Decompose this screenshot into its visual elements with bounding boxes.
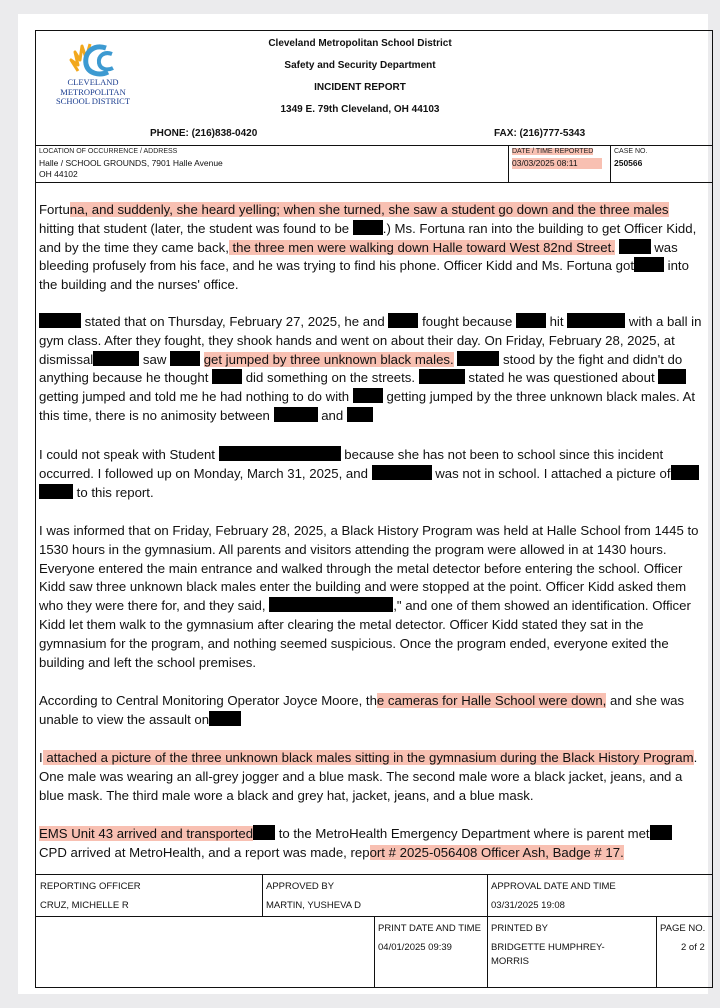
narrative-line <box>39 616 709 635</box>
narrative-text: did something on the streets. <box>242 370 419 386</box>
redaction-block <box>353 388 383 403</box>
narrative-line <box>39 711 709 730</box>
divider <box>487 874 488 988</box>
redaction-block <box>274 407 318 422</box>
redaction-block <box>269 597 393 612</box>
divider <box>508 145 509 182</box>
redaction-block <box>457 351 499 366</box>
narrative-text: gym class. After they fought, they shook hands and went on about their day. On Friday, February 28, 2025, at <box>39 332 675 348</box>
redaction-block <box>347 407 373 422</box>
narrative-text: occurred. I followed up on Monday, March 31, 2025, and <box>39 465 372 481</box>
narrative-text: and <box>317 407 347 423</box>
narrative-line <box>39 351 709 370</box>
org-name: Cleveland Metropolitan School District <box>268 38 452 49</box>
narrative-text: was not in school. I attached a picture of <box>431 465 671 481</box>
narrative-text: gymnasium for the program, and nothing seemed suspicious. Once the program ended, everyone exited the <box>39 635 669 651</box>
logo-text-line3: SCHOOL DISTRICT <box>55 96 131 106</box>
redaction-block <box>209 711 241 726</box>
narrative-text: I <box>39 750 43 765</box>
narrative-line <box>39 522 709 541</box>
narrative-text: dismissal <box>39 351 94 367</box>
redaction-block <box>388 313 418 328</box>
narrative-line <box>39 768 709 787</box>
redaction-block <box>170 351 200 366</box>
page-number-label: PAGE NO. <box>660 923 706 934</box>
redaction-block <box>650 825 672 840</box>
narrative-paragraph <box>39 749 709 805</box>
narrative-text: I could not speak with Student <box>39 447 219 462</box>
narrative-text: hit <box>545 314 568 329</box>
narrative-line <box>39 332 709 351</box>
narrative-text: was <box>650 239 678 255</box>
reporting-officer: CRUZ, MICHELLE R <box>40 900 129 911</box>
narrative-text: to this report. <box>73 484 154 500</box>
highlighted-text: na, and suddenly, she heard yelling; when she turned, she saw a student go down and the three males <box>69 202 669 217</box>
narrative-text: because she has not been to school since this incident <box>340 447 664 462</box>
print-date: 04/01/2025 09:39 <box>378 942 452 953</box>
narrative-text: Everyone entered the main entrance and walked through the metal detector before entering the school. Officer <box>39 560 683 576</box>
highlighted-text: get jumped by three unknown black males. <box>203 351 454 367</box>
narrative-line <box>39 787 709 806</box>
narrative-paragraph <box>39 692 709 730</box>
narrative-line <box>39 692 709 711</box>
narrative-text: getting jumped and told me he had nothing to do with <box>39 389 353 405</box>
narrative-line <box>39 654 709 673</box>
narrative-text: fought because <box>418 314 516 329</box>
narrative-text: 1530 hours in the gymnasium. All parents and visitors attending the program were allowed in at 1430 hours. <box>39 541 667 557</box>
narrative-text: saw <box>139 351 171 367</box>
approval-date: 03/31/2025 19:08 <box>491 900 565 911</box>
redaction-block <box>658 369 686 384</box>
narrative-line <box>39 446 709 465</box>
approval-date-label: APPROVAL DATE AND TIME <box>491 881 616 892</box>
narrative-text: the building and the nurses' office. <box>39 277 239 293</box>
narrative-line <box>39 407 709 426</box>
narrative-text: bleeding profusely from his face, and he was trying to find his phone. Officer Kidd and Ms. Fortuna got <box>39 258 634 274</box>
page-number: 2 of 2 <box>681 942 705 953</box>
redaction-block <box>219 446 341 461</box>
location-line2: OH 44102 <box>39 169 78 179</box>
org-address: 1349 E. 79th Cleveland, OH 44103 <box>280 104 440 115</box>
fax-number: FAX: (216)777-5343 <box>494 128 586 139</box>
narrative-line <box>39 388 709 407</box>
narrative-line <box>39 257 709 276</box>
narrative-line <box>39 844 709 863</box>
narrative-text: stated he was questioned about <box>464 370 659 386</box>
narrative-line <box>39 597 709 616</box>
highlighted-text: the three men were walking down Halle toward West 82nd Street. <box>228 239 615 255</box>
narrative-text: . <box>693 750 698 765</box>
narrative-line <box>39 369 709 388</box>
narrative-line <box>39 276 709 295</box>
narrative-text: Kidd let them walk to the gymnasium after clearing the metal detector. Officer Kidd stated they sat in the <box>39 616 644 632</box>
highlighted-text: EMS Unit 43 arrived and transported <box>39 826 254 841</box>
redaction-block <box>419 369 465 384</box>
narrative-text: stated that on Thursday, February 27, 2025, he and <box>81 314 389 329</box>
redaction-block <box>634 257 664 272</box>
narrative-text: into <box>664 258 689 274</box>
narrative-line <box>39 239 709 258</box>
narrative-line <box>39 749 709 768</box>
redaction-block <box>372 465 432 480</box>
printed-by-label: PRINTED BY <box>491 923 549 934</box>
narrative-line <box>39 560 709 579</box>
redaction-block <box>212 369 242 384</box>
narrative-line <box>39 825 709 844</box>
narrative-line <box>39 578 709 597</box>
highlighted-text: attached a picture of the three unknown black males sitting in the gymnasium during the Black History Program <box>42 750 694 765</box>
divider <box>656 916 657 988</box>
divider <box>262 874 263 916</box>
location-line1: Halle / SCHOOL GROUNDS, 7901 Halle Avenue <box>39 158 223 168</box>
highlighted-text: e cameras for Halle School were down, <box>376 693 607 708</box>
narrative-paragraph <box>39 446 709 502</box>
narrative-text: blue mask. The third male wore a black and grey hat, jacket, jeans, and a blue mask. <box>39 787 534 803</box>
narrative-text: I was informed that on Friday, February 28, 2025, a Black History Program was held at Halle School from 1445 to <box>39 523 699 538</box>
redaction-block <box>619 239 651 254</box>
narrative-paragraph <box>39 825 709 863</box>
redaction-block <box>39 313 81 328</box>
narrative-text: with a ball in <box>625 314 702 329</box>
narrative-text: According to Central Monitoring Operator Joyce Moore, th <box>39 693 377 708</box>
print-date-label: PRINT DATE AND TIME <box>378 923 481 934</box>
narrative-line <box>39 541 709 560</box>
redaction-block <box>516 313 546 328</box>
narrative-text: anything because he thought <box>39 370 213 386</box>
location-label: LOCATION OF OCCURRENCE / ADDRESS <box>39 148 178 155</box>
divider <box>610 145 611 182</box>
divider <box>35 874 713 875</box>
narrative-text: hitting that student (later, the student was found to be <box>39 220 353 236</box>
narrative-text: building and left the school premises. <box>39 654 256 670</box>
reporting-officer-label: REPORTING OFFICER <box>40 881 141 892</box>
narrative-text: One male was wearing an all-grey jogger and a blue mask. The second male wore a black jacket, jeans, and a <box>39 768 683 784</box>
highlighted-text: ort # 2025-056408 Officer Ash, Badge # 17. <box>369 844 624 860</box>
reported-label: DATE / TIME REPORTED <box>512 148 594 155</box>
narrative-text: Fortu <box>39 202 70 217</box>
narrative-text: .) Ms. Fortuna ran into the building to get Officer Kidd, <box>382 220 697 236</box>
divider <box>35 182 713 183</box>
case-number: 250566 <box>614 158 643 168</box>
redaction-block <box>253 825 275 840</box>
narrative-text: stood by the fight and didn't do <box>499 351 683 367</box>
dept-name: Safety and Security Department <box>284 60 436 71</box>
narrative-line <box>39 313 709 332</box>
approved-by-label: APPROVED BY <box>266 881 335 892</box>
narrative-paragraph <box>39 201 709 295</box>
redaction-block <box>671 465 699 480</box>
narrative-text: this time, there is no animosity between <box>39 407 274 423</box>
narrative-line <box>39 484 709 503</box>
phone-number: PHONE: (216)838-0420 <box>150 128 258 139</box>
narrative-line <box>39 201 709 220</box>
narrative-text: who they were there for, and they said, <box>39 598 270 614</box>
narrative-line <box>39 635 709 654</box>
divider <box>374 916 375 988</box>
logo-text-line2: METROPOLITAN <box>60 86 126 97</box>
narrative-text: getting jumped by the three unknown black males. At <box>382 389 696 405</box>
narrative-text: Kidd saw three unknown black males enter the building and were stopped at the point. Officer Kidd asked them <box>39 579 687 595</box>
reported-value: 03/03/2025 08:11 <box>512 158 602 169</box>
narrative-paragraph <box>39 522 709 672</box>
logo-text-line1: CLEVELAND <box>67 77 119 87</box>
narrative-text: and by the time they came back, <box>39 239 229 255</box>
narrative-text: to the MetroHealth Emergency Department where is parent met <box>275 826 650 841</box>
printed-by-line1: BRIDGETTE HUMPHREY- <box>491 942 605 953</box>
printed-by-line2: MORRIS <box>491 956 529 967</box>
narrative-paragraph <box>39 313 709 426</box>
approved-by: MARTIN, YUSHEVA D <box>266 900 362 911</box>
narrative-line <box>39 220 709 239</box>
case-label: CASE NO. <box>614 148 648 155</box>
redaction-block <box>353 220 383 235</box>
narrative-text: unable to view the assault on <box>39 711 210 727</box>
narrative-text: CPD arrived at MetroHealth, and a report was made, rep <box>39 844 370 860</box>
redaction-block <box>567 313 625 328</box>
redaction-block <box>93 351 139 366</box>
redaction-block <box>39 484 73 499</box>
narrative-text: and she was <box>606 693 685 708</box>
report-title: INCIDENT REPORT <box>314 82 406 93</box>
divider <box>35 145 713 146</box>
narrative-text: ," and one of them showed an identification. Officer <box>393 598 691 614</box>
narrative-line <box>39 465 709 484</box>
